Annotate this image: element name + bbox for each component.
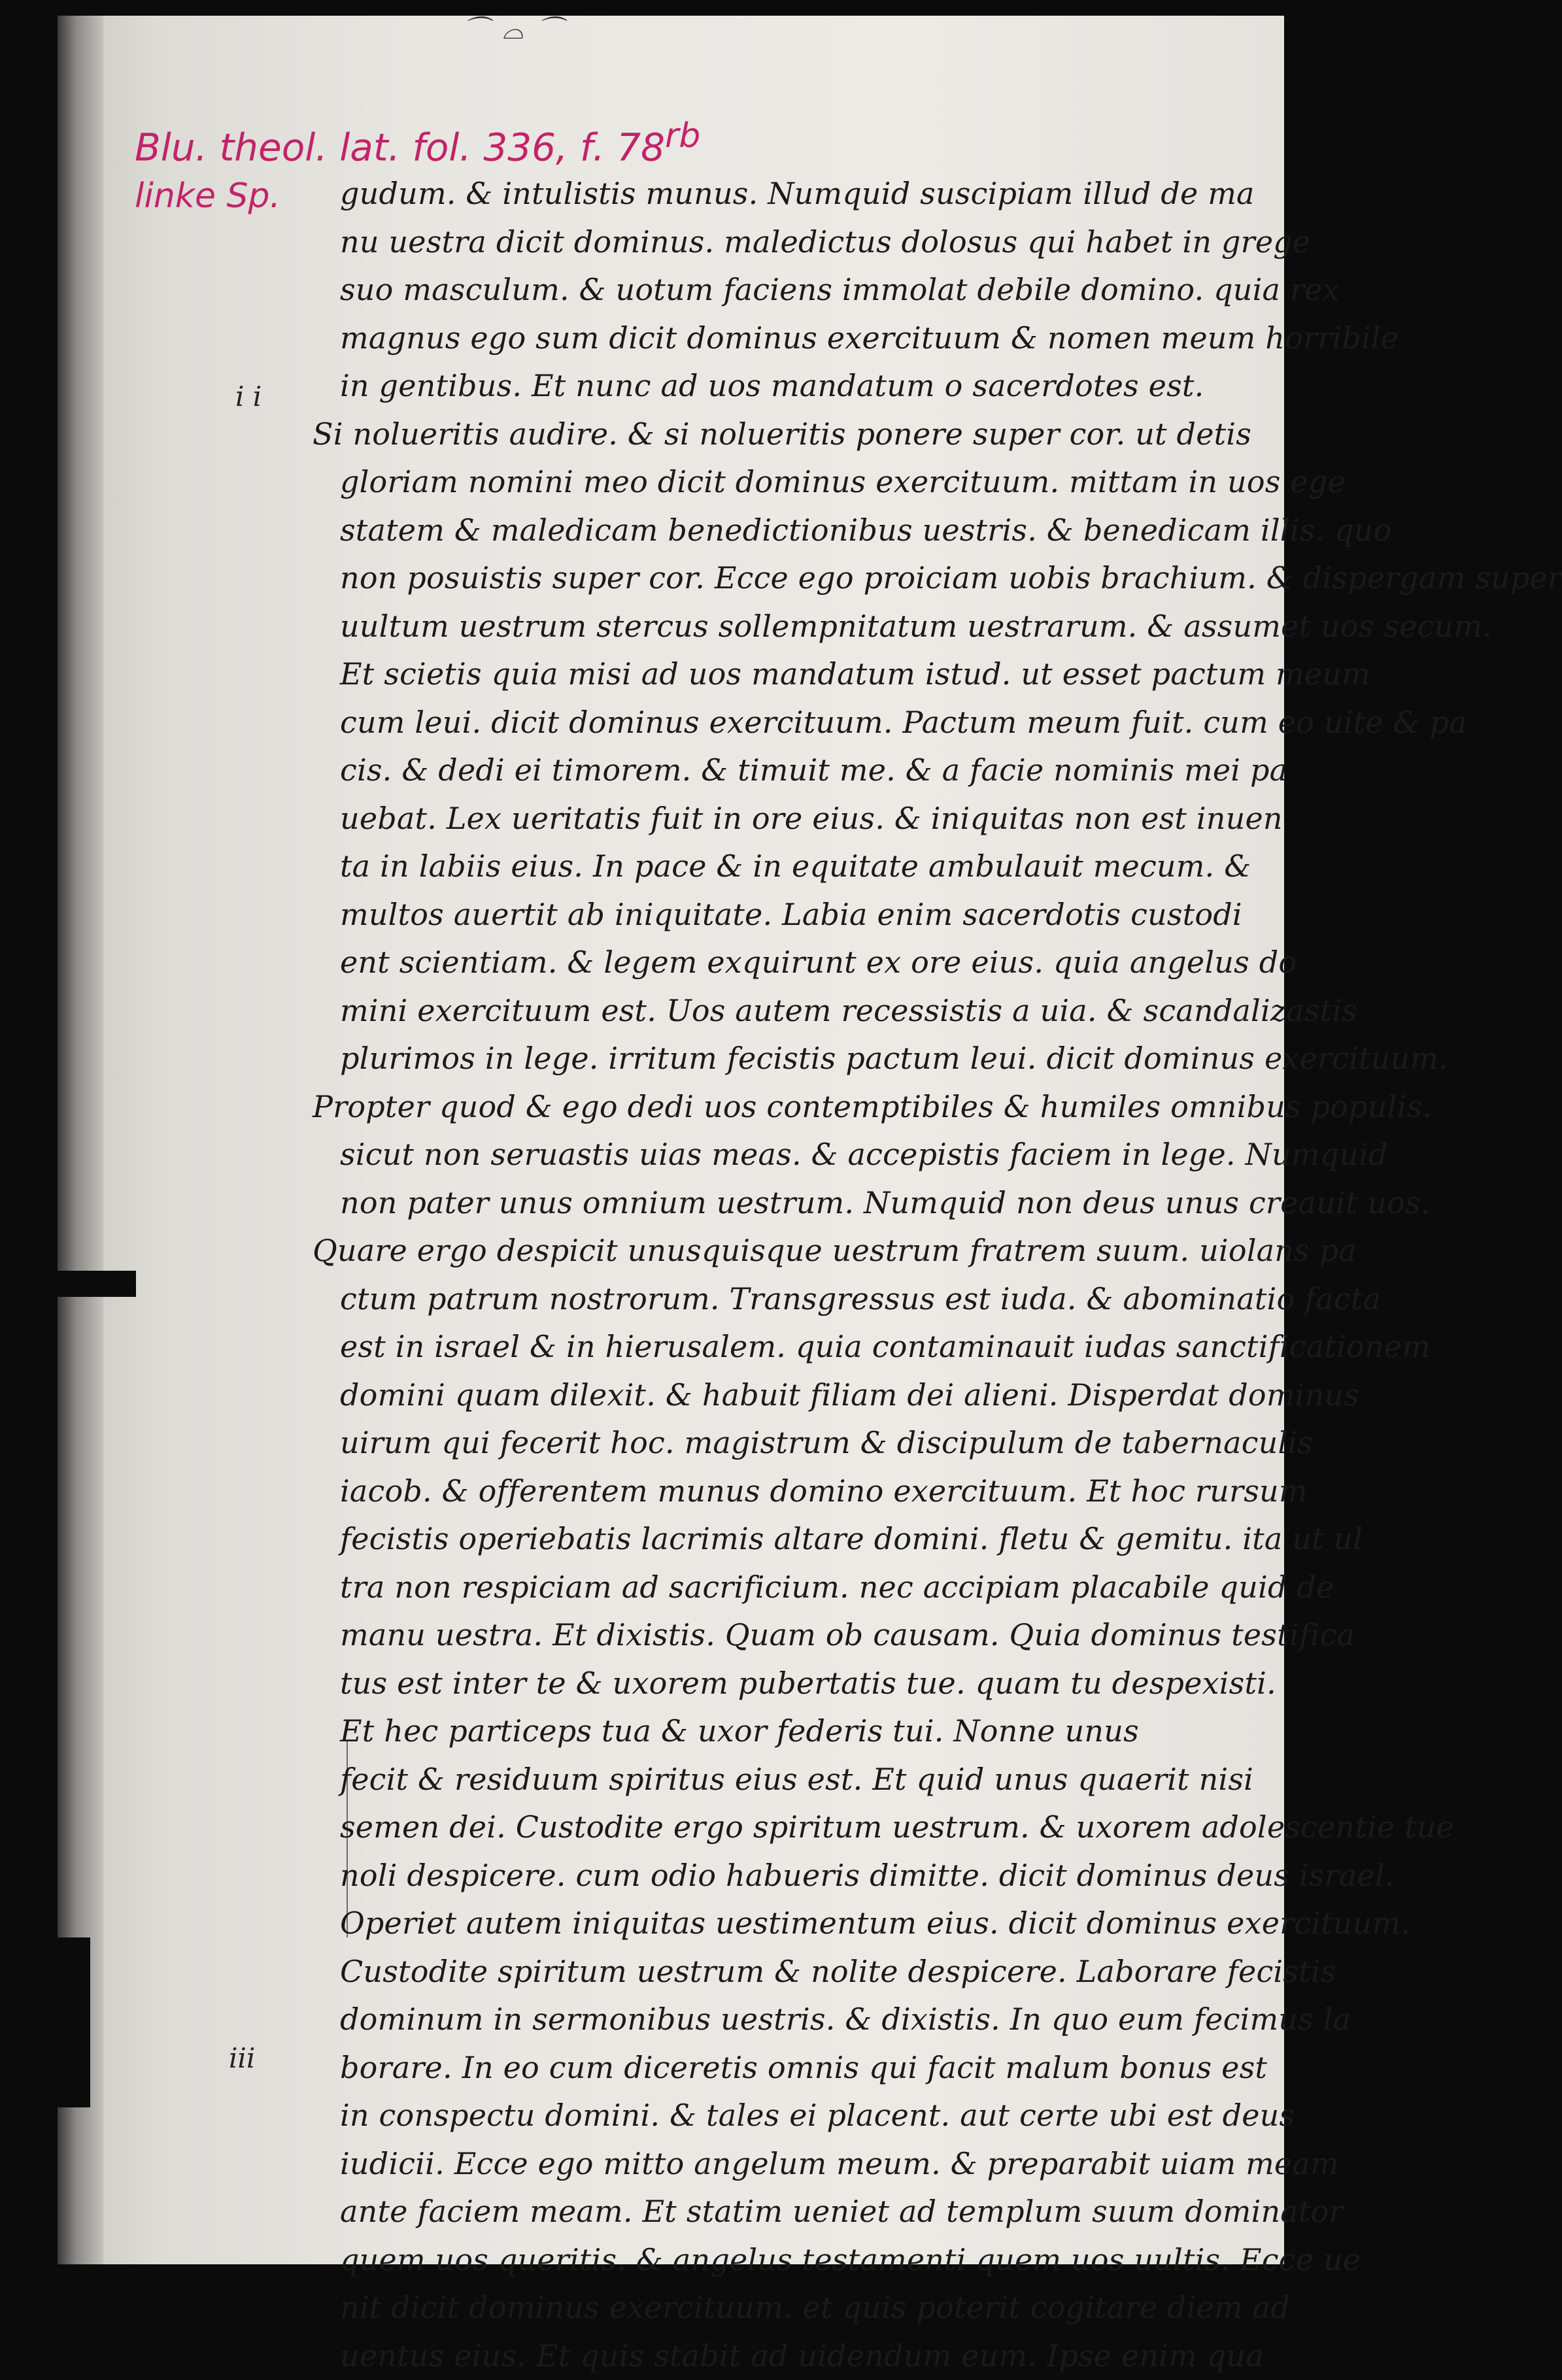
- text-line: uultum uestrum stercus sollempnitatum uestrarum. & assumet uos secum.: [340, 603, 1242, 651]
- text-line: in gentibus. Et nunc ad uos mandatum o sacerdotes est.: [340, 362, 1242, 411]
- text-line: quem uos queritis. & angelus testamenti quem uos uultis. Ecce ue: [340, 2236, 1242, 2285]
- top-margin-scribble: ⌒ ⌓ ⌒: [463, 9, 620, 42]
- text-line: cis. & dedi ei timorem. & timuit me. & a facie nominis mei pa: [340, 746, 1242, 795]
- text-line: non posuistis super cor. Ecce ego proiciam uobis brachium. & dispergam super: [340, 554, 1242, 603]
- text-line: domini quam dilexit. & habuit filiam dei alieni. Disperdat dominus: [340, 1371, 1242, 1420]
- text-line: non pater unus omnium uestrum. Numquid non deus unus creauit uos.: [340, 1179, 1242, 1228]
- text-line: fecistis operiebatis lacrimis altare domini. fletu & gemitu. ita ut ul: [340, 1515, 1242, 1564]
- text-line: tus est inter te & uxorem pubertatis tue. quam tu despexisti.: [340, 1660, 1242, 1708]
- text-line: uirum qui fecerit hoc. magistrum & discipulum de tabernaculis: [340, 1419, 1242, 1467]
- text-line: iacob. & offerentem munus domino exercituum. Et hoc rursum: [340, 1467, 1242, 1516]
- text-line: Propter quod & ego dedi uos contemptibiles & humiles omnibus populis.: [313, 1083, 1242, 1131]
- manuscript-page: [58, 16, 1284, 2264]
- text-line: Et scietis quia misi ad uos mandatum istud. ut esset pactum meum: [340, 650, 1242, 699]
- text-line: gloriam nomini meo dicit dominus exercituum. mittam in uos ege: [340, 458, 1242, 507]
- text-line: est in israel & in hierusalem. quia contaminauit iudas sanctificationem: [340, 1323, 1242, 1371]
- text-line: fecit & residuum spiritus eius est. Et quid unus quaerit nisi: [340, 1756, 1242, 1804]
- text-line: cum leui. dicit dominus exercituum. Pactum meum fuit. cum eo uite & pa: [340, 699, 1242, 747]
- shelfmark-text: Blu. theol. lat. fol. 336, f. 78: [135, 125, 665, 169]
- page-edge-notch: [58, 1271, 136, 1297]
- text-line: ctum patrum nostrorum. Transgressus est iuda. & abominatio facta: [340, 1275, 1242, 1324]
- text-line: noli despicere. cum odio habueris dimitte. dicit dominus deus israel.: [340, 1852, 1242, 1900]
- text-line: iudicii. Ecce ego mitto angelum meum. & preparabit uiam meam: [340, 2140, 1242, 2188]
- column-note: linke Sp.: [135, 176, 280, 216]
- manuscript-text: [340, 170, 1242, 2380]
- text-line: dominum in sermonibus uestris. & dixistis. In quo eum fecimus la: [340, 1996, 1242, 2044]
- text-line: mini exercituum est. Uos autem recessistis a uia. & scandalizastis: [340, 987, 1242, 1035]
- text-line: nit dicit dominus exercituum. et quis poterit cogitare diem ad: [340, 2284, 1242, 2332]
- text-line: tra non respiciam ad sacrificium. nec accipiam placabile quid de: [340, 1564, 1242, 1612]
- text-line: Quare ergo despicit unusquisque uestrum fratrem suum. uiolans pa: [313, 1227, 1242, 1275]
- text-line: nu uestra dicit dominus. maledictus dolosus qui habet in grege: [340, 218, 1242, 267]
- text-line: gudum. & intulistis munus. Numquid suscipiam illud de ma: [340, 170, 1242, 218]
- text-line: Si nolueritis audire. & si nolueritis ponere super cor. ut detis: [313, 411, 1242, 459]
- shelfmark-superscript: rb: [665, 116, 700, 156]
- margin-mark: iii: [229, 2042, 255, 2074]
- text-line: Custodite spiritum uestrum & nolite despicere. Laborare fecistis: [340, 1948, 1242, 1996]
- text-line: borare. In eo cum diceretis omnis qui facit malum bonus est: [340, 2044, 1242, 2092]
- page-edge-damage: [58, 1937, 90, 2107]
- text-line: Operiet autem iniquitas uestimentum eius. dicit dominus exercituum.: [340, 1900, 1242, 1948]
- text-line: uebat. Lex ueritatis fuit in ore eius. & iniquitas non est inuen: [340, 795, 1242, 843]
- text-line: in conspectu domini. & tales ei placent. aut certe ubi est deus: [340, 2092, 1242, 2140]
- text-line: multos auertit ab iniquitate. Labia enim sacerdotis custodi: [340, 891, 1242, 939]
- text-line: Et hec particeps tua & uxor federis tui. Nonne unus: [340, 1707, 1242, 1756]
- text-line: statem & maledicam benedictionibus uestris. & benedicam illis. quo: [340, 507, 1242, 555]
- text-line: magnus ego sum dicit dominus exercituum & nomen meum horribile: [340, 314, 1242, 363]
- text-line: manu uestra. Et dixistis. Quam ob causam. Quia dominus testifica: [340, 1611, 1242, 1660]
- margin-mark: i i: [235, 380, 262, 412]
- text-line: ent scientiam. & legem exquirunt ex ore eius. quia angelus do: [340, 939, 1242, 987]
- text-line: ta in labiis eius. In pace & in equitate ambulauit mecum. &: [340, 843, 1242, 891]
- text-line: plurimos in lege. irritum fecistis pactum leui. dicit dominus exercituum.: [340, 1035, 1242, 1083]
- text-line: ante faciem meam. Et statim ueniet ad templum suum dominator: [340, 2188, 1242, 2236]
- page-gutter: [58, 16, 103, 2264]
- text-line: sicut non seruastis uias meas. & accepistis faciem in lege. Numquid: [340, 1131, 1242, 1179]
- text-line: semen dei. Custodite ergo spiritum uestrum. & uxorem adolescentie tue: [340, 1803, 1242, 1852]
- text-line: uentus eius. Et quis stabit ad uidendum eum. Ipse enim qua: [340, 2332, 1242, 2380]
- text-line: suo masculum. & uotum faciens immolat debile domino. quia rex: [340, 266, 1242, 314]
